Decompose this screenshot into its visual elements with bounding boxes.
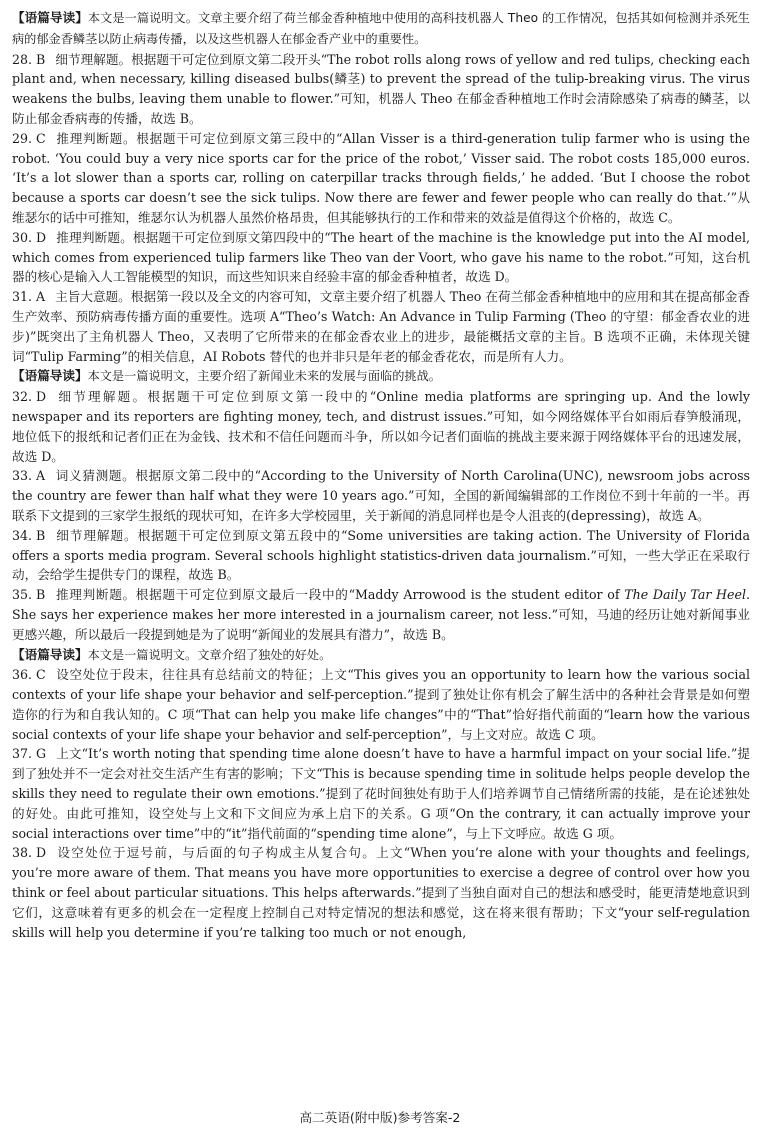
explanation-text: 细节理解题。根据题干可定位到原文第五段中的“Some universities are taking action. The University of Florida offers a sports media program. Several schools highlight statistics-driven data journalism.”可知，一些大学正在采取行动，会给学生提供专门的课程，故选 B。 bbox=[12, 527, 750, 583]
answer-letter: B bbox=[36, 527, 46, 543]
guide-text: 本文是一篇说明文。文章主要介绍了荷兰郁金香种植地中使用的高科技机器人 Theo 的工作情况，包括其如何检测并杀死生病的郁金香鳞茎以防止病毒传播，以及这些机器人在郁金香产业中的重要性。 bbox=[12, 11, 750, 46]
answer-letter: D bbox=[36, 389, 47, 405]
explanation-text: 设空处位于逗号前，与后面的句子构成主从复合句。上文“When you’re alone with your thoughts and feelings, you’re more aware of them. That means you have more opportunities to exercise a degree of control over how you think or feel about particular situations. This helps afterwards.”提到了当独自面对自己的想法和感受时，能更清楚地意识到它们，这意味着有更多的机会在一定程度上控制自己对特定情况的想法和感觉，这在将来很有帮助；下文“your self-regulation skills will help you determine if you’re talking too much or not enough, bbox=[12, 845, 750, 940]
answer-letter: B bbox=[36, 587, 46, 603]
question-number: 33. bbox=[12, 468, 33, 484]
answer-letter: D bbox=[36, 229, 47, 245]
answer-item-32 bbox=[12, 387, 750, 466]
guide-text: 本文是一篇说明文。文章介绍了独处的好处。 bbox=[87, 647, 332, 662]
explanation-text-part-1: 推理判断题。根据题干可定位到原文最后一段中的“Maddy Arrowood is the student editor of bbox=[55, 587, 625, 603]
question-number: 38. bbox=[12, 845, 33, 861]
answer-item-36 bbox=[12, 665, 750, 744]
answer-item-30 bbox=[12, 228, 750, 287]
answer-item-37 bbox=[12, 744, 750, 843]
guide-tag: 【语篇导读】 bbox=[12, 646, 88, 662]
question-number: 34. bbox=[12, 527, 33, 543]
question-number: 32. bbox=[12, 389, 33, 405]
answer-letter: G bbox=[36, 746, 47, 762]
question-number: 29. bbox=[12, 130, 33, 146]
answer-letter: C bbox=[36, 130, 46, 146]
question-number: 37. bbox=[12, 746, 33, 762]
guide-tag: 【语篇导读】 bbox=[12, 368, 88, 384]
explanation-text: 词义猜测题。根据原文第二段中的“According to the University of North Carolina(UNC), newsroom jobs across the country are fewer than half what they were 10 years ago.”可知，全国的新闻编辑部的工作岗位不到十年前的一半。再联系下文提到的三家学生报纸的现状可知，在许多大学校园里，关于新闻的消息同样也是令人沮丧的(depressing)，故选 A。 bbox=[12, 468, 750, 523]
question-number: 36. bbox=[12, 667, 33, 683]
passage-guide-3 bbox=[12, 645, 750, 666]
answer-letter: B bbox=[36, 51, 46, 67]
explanation-text: 细节理解题。根据题干可定位到原文第二段开头“The robot rolls along rows of yellow and red tulips, checking each plant and, when necessary, killing diseased bulbs(鳞茎) to prevent the spread of the tulip-breaking virus. The virus weakens the bulbs, leaving them unable to flower.”可知，机器人 Theo 在郁金香种植地工作时会清除感染了病毒的鳞茎，以防止郁金香病毒的传播，故选 B。 bbox=[12, 51, 750, 126]
question-number: 31. bbox=[12, 289, 33, 305]
answer-letter: A bbox=[36, 289, 46, 305]
newspaper-title: The Daily Tar Heel bbox=[624, 587, 746, 603]
answer-item-38 bbox=[12, 843, 750, 942]
question-number: 28. bbox=[12, 51, 33, 67]
answer-letter: D bbox=[36, 845, 47, 861]
question-number: 35. bbox=[12, 587, 33, 603]
answer-item-33 bbox=[12, 466, 750, 525]
explanation-text: 上文“It’s worth noting that spending time alone doesn’t have to have a harmful impact on your social life.”提到了独处并不一定会对社交生活产生有害的影响；下文“This is because spending time in solitude helps people develop the skills they need to regulate their own emotions.”提到了花时间独处有助于人们培养调节自己情绪所需的技能，是在论述独处的好处。由此可推知，设空处与上文和下文间应为承上启下的关系。G 项“On the contrary, it can actually improve your social interactions over time”中的“it”指代前面的“spending time alone”，与上下文呼应。故选 G 项。 bbox=[12, 746, 750, 841]
answer-item-31 bbox=[12, 287, 750, 366]
guide-tag: 【语篇导读】 bbox=[12, 10, 88, 25]
explanation-text: 推理判断题。根据题干可定位到原文第三段中的“Allan Visser is a third-generation tulip farmer who is using the robot. ‘You could buy a very nice sports car for the price of the robot,’ Visser said. The robot costs 185,000 euros. ‘It’s a lot slower than a sports car, rolling on caterpillar tracks through fields,’ he added. ‘But I choose the robot because a sports car doesn’t see the sick tulips. Now there are fewer and fewer people who can really do that.’”从维瑟尔的话中可推知，维瑟尔认为机器人虽然价格昂贵，但其能够执行的工作和带来的效益是值得这个价格的，故选 C。 bbox=[12, 130, 750, 225]
explanation-text: 细节理解题。根据题干可定位到原文第一段中的“Online media platforms are springing up. And the lowly newspaper and its reporters are fighting money, tech, and distrust issues.”可知，如今网络媒体平台如雨后春笋般涌现，地位低下的报纸和记者们正在为金钱、技术和不信任问题而斗争，所以如今记者们面临的挑战主要来源于网络媒体平台的迅速发展，故选 D。 bbox=[12, 389, 750, 464]
answer-item-29 bbox=[12, 129, 750, 228]
explanation-text-part-2: . She says her experience makes her more interested in a journalism career, not less.”可知，马迪的经历让她对新闻事业更感兴趣，所以最后一段提到她是为了说明“新闻业的发展具有潜力”，故选 B。 bbox=[12, 587, 750, 642]
answer-letter: A bbox=[36, 468, 46, 484]
guide-text: 本文是一篇说明文，主要介绍了新闻业未来的发展与面临的挑战。 bbox=[87, 369, 441, 384]
answer-item-35 bbox=[12, 585, 750, 644]
passage-guide-2 bbox=[12, 366, 750, 387]
page-footer: 高二英语(附中版)参考答案-2 bbox=[299, 1110, 461, 1125]
explanation-text: 设空处位于段末，往往具有总结前文的特征；上文“This gives you an opportunity to learn how the various social contexts of your life shape your behavior and self-perception.”提到了独处让你有机会了解生活中的各种社会背景是如何塑造你的行为和自我认知的。C 项“That can help you make life changes”中的“That”恰好指代前面的“learn how the various social contexts of your life shape your behavior and self-perception”，与上文对应。故选 C 项。 bbox=[12, 667, 750, 742]
explanation-text: 主旨大意题。根据第一段以及全文的内容可知，文章主要介绍了机器人 Theo 在荷兰郁金香种植地中的应用和其在提高郁金香生产效率、预防病毒传播方面的重要性。选项 A“Theo’s Watch: An Advance in Tulip Farming (Theo 的守望：郁金香农业的进步)”既突出了主角机器人 Theo，又表明了它所带来的在郁金香农业上的进步，最能概括文章的主旨。B 选项不正确，未体现关键词“Tulip Farming”的相关信息，AI Robots 替代的也并非只是年老的郁金香花农，而是所有人力。 bbox=[12, 289, 750, 364]
explanation-text: 推理判断题。根据题干可定位到原文第四段中的“The heart of the machine is the knowledge put into the AI model, which comes from experienced tulip farmers like Theo van der Voort, who gave his name to the robot.”可知，这台机器的核心是输入人工智能模型的知识，而这些知识来自经验丰富的郁金香种植者，故选 D。 bbox=[12, 229, 750, 285]
answer-letter: C bbox=[36, 667, 46, 683]
answer-item-34 bbox=[12, 526, 750, 585]
passage-guide-1 bbox=[12, 8, 750, 50]
question-number: 30. bbox=[12, 229, 33, 245]
answer-item-28 bbox=[12, 50, 750, 129]
